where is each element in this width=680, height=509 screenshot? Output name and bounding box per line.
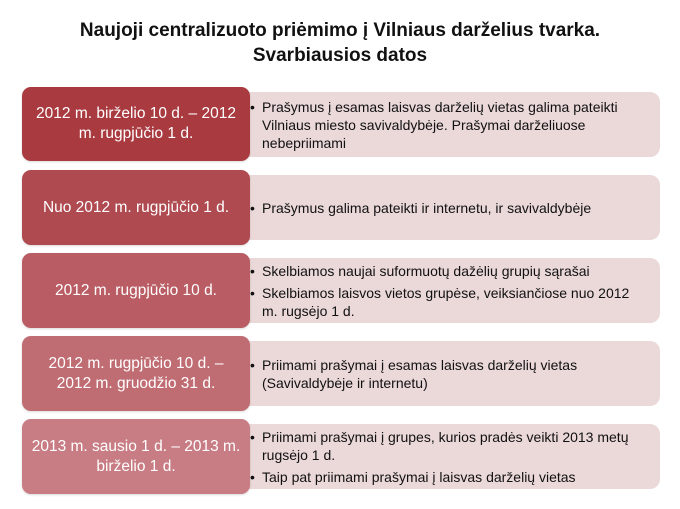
bullet-item: • Priimami prašymai į grupes, kurios pradės veikti 2013 metų rugsėjo 1 d. xyxy=(250,428,648,464)
detail-box xyxy=(218,258,660,323)
page-title xyxy=(20,18,660,68)
date-box: Nuo 2012 m. rugpjūčio 1 d. xyxy=(22,170,250,245)
detail-box xyxy=(218,341,660,406)
bullet-list xyxy=(250,98,648,152)
bullet-list xyxy=(250,199,648,217)
date-box: 2012 m. rugpjūčio 10 d. – 2012 m. gruodžio 31 d. xyxy=(22,336,250,411)
bullet-item: • Priimami prašymai į esamas laisvas darželių vietas (Savivaldybėje ir internetu) xyxy=(250,356,648,392)
bullet-item: • Skelbiamos naujai suformuotų dažėlių grupių sąrašai xyxy=(250,262,648,280)
title-line-1: Naujoji centralizuoto priėmimo į Vilniaus darželius tvarka. xyxy=(79,20,601,41)
bullet-item: • Taip pat priimami prašymai į laisvas darželių vietas xyxy=(250,468,648,486)
date-box: 2012 m. rugpjūčio 10 d. xyxy=(22,253,250,328)
detail-box xyxy=(218,92,660,157)
bullet-list xyxy=(250,428,648,486)
date-box: 2013 m. sausio 1 d. – 2013 m. birželio 1 d. xyxy=(22,419,250,494)
date-box: 2012 m. birželio 10 d. – 2012 m. rugpjūčio 1 d. xyxy=(22,87,250,161)
detail-box xyxy=(218,175,660,240)
detail-box xyxy=(218,424,660,489)
bullet-item: • Prašymus į esamas laisvas darželių vietas galima pateikti Vilniaus miesto savivaldybėje. Prašymai darželiuose nebepriimami xyxy=(250,98,648,152)
title-line-2: Svarbiausios datos xyxy=(252,45,428,66)
bullet-list xyxy=(250,262,648,320)
bullet-item: • Skelbiamos laisvos vietos grupėse, veiksiančiose nuo 2012 m. rugsėjo 1 d. xyxy=(250,284,648,320)
bullet-list xyxy=(250,356,648,392)
bullet-item: • Prašymus galima pateikti ir internetu, ir savivaldybėje xyxy=(250,199,648,217)
